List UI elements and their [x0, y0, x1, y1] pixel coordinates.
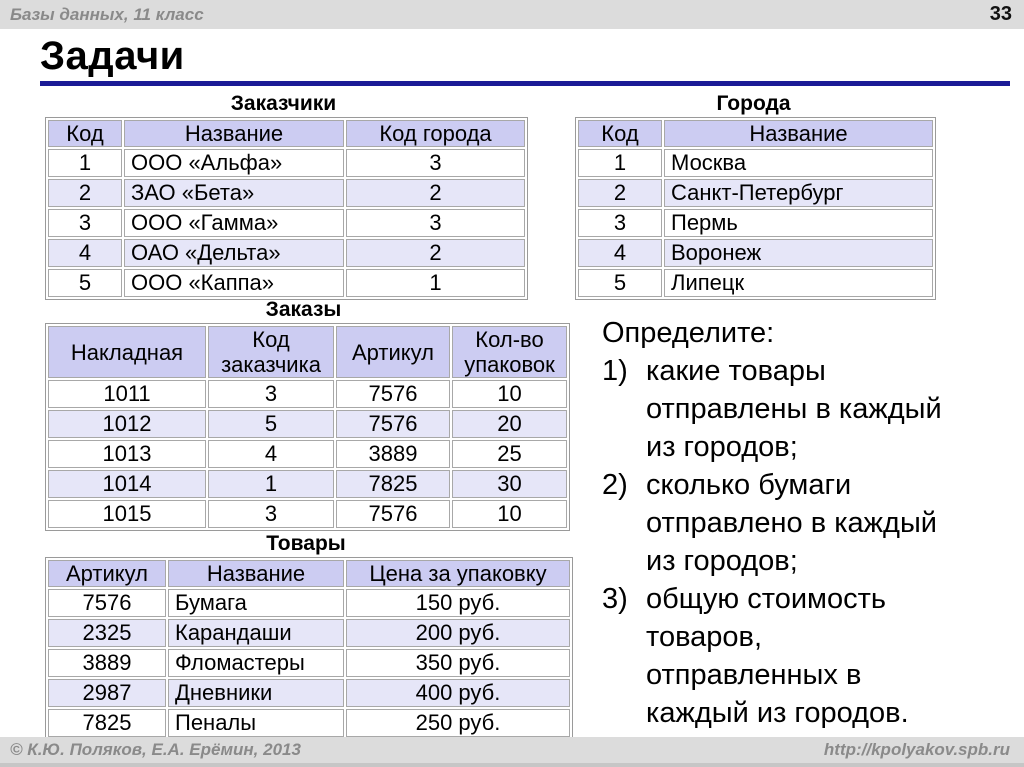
table-cell: 7576	[336, 500, 450, 528]
table-cell: 150 руб.	[346, 589, 570, 617]
table-cell: 3889	[48, 649, 166, 677]
table-cell: 4	[48, 239, 122, 267]
table-cell: 3	[346, 149, 525, 177]
table-row	[48, 269, 525, 297]
task-item-number: 3)	[602, 583, 628, 615]
table-cell: 400 руб.	[346, 679, 570, 707]
column-header: Артикул	[48, 560, 166, 587]
table-cell: 1011	[48, 380, 206, 408]
table-cell: 350 руб.	[346, 649, 570, 677]
column-header: Код	[578, 120, 662, 147]
table-row	[48, 179, 525, 207]
task-item	[602, 580, 1017, 732]
table-row	[48, 470, 567, 498]
table-row	[578, 239, 933, 267]
column-header: Код заказчика	[208, 326, 334, 378]
table-cell: 5	[48, 269, 122, 297]
orders-table-caption: Заказы	[265, 298, 342, 321]
table-cell: Пеналы	[168, 709, 344, 737]
table-cell: 4	[578, 239, 662, 267]
table-row	[48, 149, 525, 177]
table-cell: 10	[452, 380, 567, 408]
table-row	[578, 149, 933, 177]
table-cell: 3	[578, 209, 662, 237]
table-cell: Фломастеры	[168, 649, 344, 677]
slide-title: Задачи	[40, 34, 185, 78]
column-header: Код	[48, 120, 122, 147]
table-cell: 3	[346, 209, 525, 237]
orders-table-section	[45, 298, 562, 531]
table-row	[48, 500, 567, 528]
table-cell: 7825	[48, 709, 166, 737]
table-cell: 5	[208, 410, 334, 438]
column-header: Название	[124, 120, 344, 147]
table-row	[48, 440, 567, 468]
table-cell: 1012	[48, 410, 206, 438]
table-cell: Санкт-Петербург	[664, 179, 933, 207]
table-cell: ООО «Гамма»	[124, 209, 344, 237]
table-cell: Москва	[664, 149, 933, 177]
products-table-caption: Товары	[266, 532, 346, 555]
table-cell: 1015	[48, 500, 206, 528]
column-header: Название	[168, 560, 344, 587]
table-cell: 1	[48, 149, 122, 177]
table-cell: 1	[578, 149, 662, 177]
table-cell: 7576	[336, 380, 450, 408]
task-block	[602, 314, 1017, 732]
table-cell: 30	[452, 470, 567, 498]
task-item-number: 1)	[602, 355, 628, 387]
column-header: Код города	[346, 120, 525, 147]
table-cell: Липецк	[664, 269, 933, 297]
table-cell: 1014	[48, 470, 206, 498]
task-item-text: сколько бумаги отправлено в каждый из городов;	[646, 469, 938, 577]
page-number: 33	[989, 3, 1012, 25]
table-row	[48, 589, 570, 617]
products-table-section	[45, 532, 567, 740]
site-url: http://kpolyakov.spb.ru	[823, 740, 1010, 759]
customers-table-caption: Заказчики	[230, 92, 337, 115]
products-table	[45, 557, 573, 740]
orders-table	[45, 323, 570, 531]
copyright-text: © К.Ю. Поляков, Е.А. Ерёмин, 2013	[10, 740, 301, 759]
cities-table-section	[575, 92, 932, 300]
table-cell: 1	[208, 470, 334, 498]
table-cell: 7576	[336, 410, 450, 438]
table-cell: 3	[48, 209, 122, 237]
column-header: Цена за упаковку	[346, 560, 570, 587]
cities-table-caption: Города	[716, 92, 791, 115]
table-cell: 3	[208, 380, 334, 408]
table-cell: 2987	[48, 679, 166, 707]
table-row	[48, 619, 570, 647]
table-cell: 5	[578, 269, 662, 297]
table-row	[48, 709, 570, 737]
task-item	[602, 466, 1017, 580]
table-row	[578, 179, 933, 207]
table-cell: ООО «Каппа»	[124, 269, 344, 297]
table-cell: 10	[452, 500, 567, 528]
column-header: Артикул	[336, 326, 450, 378]
column-header: Название	[664, 120, 933, 147]
table-row	[48, 649, 570, 677]
table-cell: 25	[452, 440, 567, 468]
task-item-text: общую стоимость товаров, отправленных в каждый из городов.	[646, 583, 909, 729]
column-header: Накладная	[48, 326, 206, 378]
table-cell: 3	[208, 500, 334, 528]
table-cell: Пермь	[664, 209, 933, 237]
table-row	[578, 209, 933, 237]
table-row	[48, 410, 567, 438]
table-cell: Бумага	[168, 589, 344, 617]
table-cell: ОАО «Дельта»	[124, 239, 344, 267]
course-label: Базы данных, 11 класс	[10, 4, 204, 24]
table-cell: 2	[578, 179, 662, 207]
task-item-number: 2)	[602, 469, 628, 501]
table-cell: 2325	[48, 619, 166, 647]
table-cell: 20	[452, 410, 567, 438]
table-row	[48, 679, 570, 707]
footer-bar	[0, 737, 1024, 767]
table-cell: 2	[346, 179, 525, 207]
table-cell: 1013	[48, 440, 206, 468]
table-cell: 7825	[336, 470, 450, 498]
table-row	[578, 269, 933, 297]
header-row	[48, 120, 525, 147]
table-cell: 4	[208, 440, 334, 468]
task-intro: Определите:	[602, 317, 775, 349]
top-bar	[0, 0, 1024, 29]
title-underline-rule	[40, 81, 1010, 86]
task-item	[602, 352, 1017, 466]
header-row	[48, 326, 567, 378]
table-cell: 2	[346, 239, 525, 267]
column-header: Кол-во упаковок	[452, 326, 567, 378]
table-cell: 1	[346, 269, 525, 297]
table-cell: 2	[48, 179, 122, 207]
table-cell: Дневники	[168, 679, 344, 707]
table-cell: 200 руб.	[346, 619, 570, 647]
customers-table-section	[45, 92, 522, 300]
table-cell: 3889	[336, 440, 450, 468]
table-cell: ООО «Альфа»	[124, 149, 344, 177]
header-row	[578, 120, 933, 147]
table-cell: 250 руб.	[346, 709, 570, 737]
cities-table	[575, 117, 936, 300]
header-row	[48, 560, 570, 587]
table-cell: Воронеж	[664, 239, 933, 267]
table-cell: 7576	[48, 589, 166, 617]
table-cell: Карандаши	[168, 619, 344, 647]
table-cell: ЗАО «Бета»	[124, 179, 344, 207]
task-item-text: какие товары отправлены в каждый из городов;	[646, 355, 942, 463]
table-row	[48, 239, 525, 267]
table-row	[48, 209, 525, 237]
table-row	[48, 380, 567, 408]
customers-table	[45, 117, 528, 300]
